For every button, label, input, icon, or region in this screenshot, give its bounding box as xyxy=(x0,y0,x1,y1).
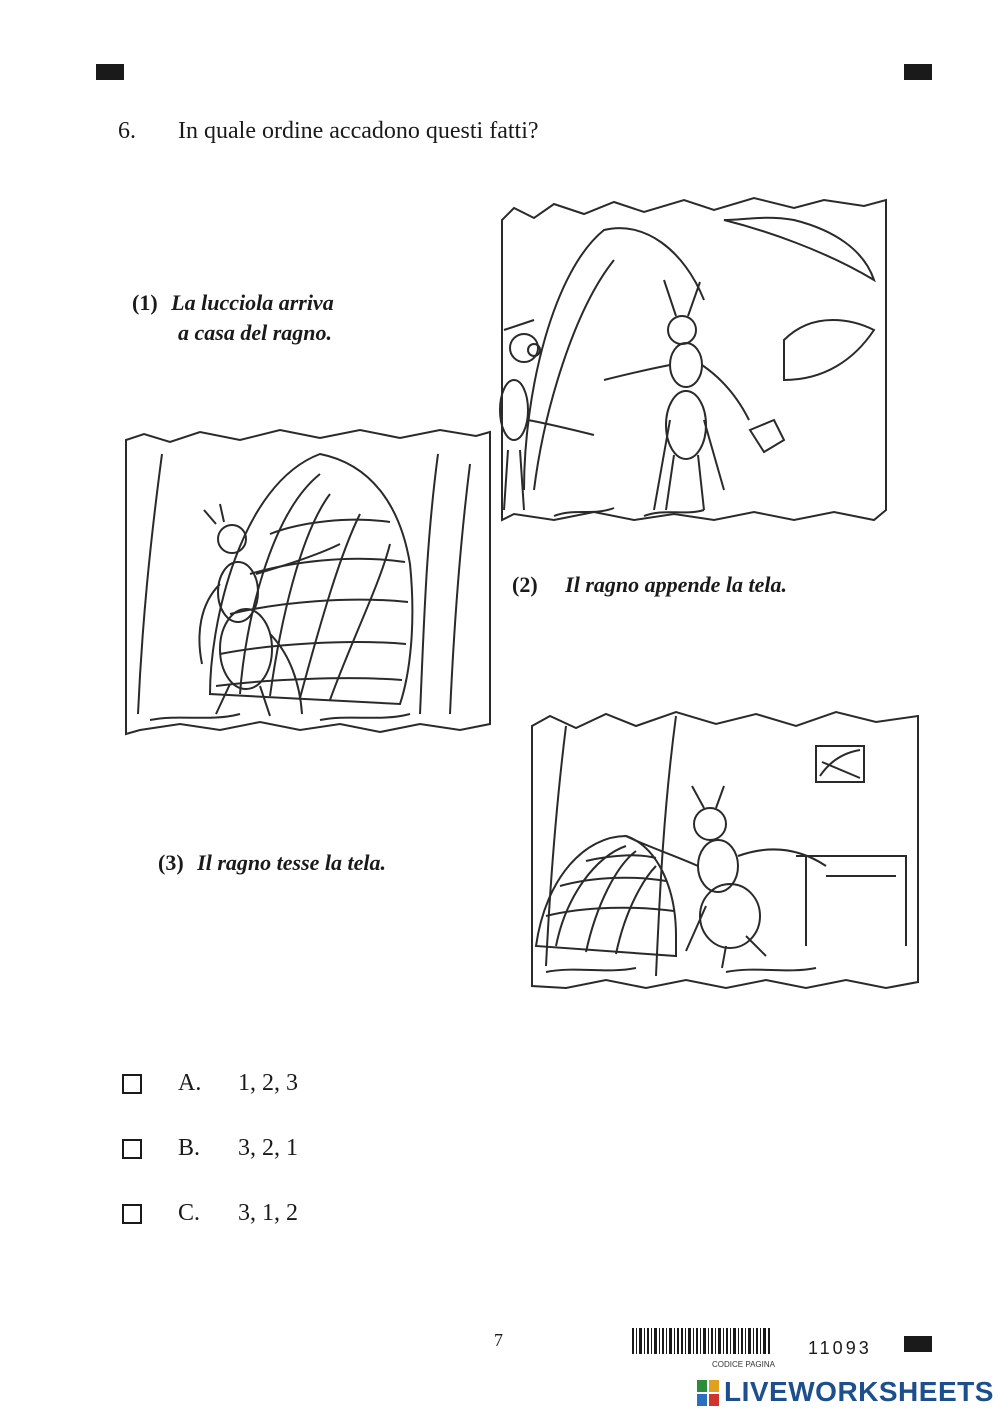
caption-3-number: (3) xyxy=(158,850,184,875)
caption-1-continued xyxy=(178,320,332,346)
page-code-number: 11093 xyxy=(808,1338,872,1358)
illustration-spider-weaves-web xyxy=(526,706,922,996)
barcode xyxy=(632,1328,772,1359)
option-a-checkbox[interactable] xyxy=(122,1074,142,1094)
option-c-letter: C. xyxy=(178,1200,201,1226)
caption-1-number: (1) xyxy=(132,290,158,315)
option-a-letter: A. xyxy=(178,1070,202,1096)
option-b[interactable] xyxy=(122,1135,298,1162)
caption-3-text: Il ragno tesse la tela. xyxy=(197,850,386,875)
caption-2 xyxy=(512,572,787,598)
corner-marker-top-right xyxy=(904,64,932,80)
option-a-value: 1, 2, 3 xyxy=(238,1070,298,1096)
corner-marker-bottom-right xyxy=(904,1336,932,1352)
caption-1-line-1: La lucciola arriva xyxy=(171,290,334,315)
caption-2-number: (2) xyxy=(512,572,538,597)
caption-1 xyxy=(132,290,334,316)
option-c-checkbox[interactable] xyxy=(122,1204,142,1224)
option-b-value: 3, 2, 1 xyxy=(238,1135,298,1161)
question-number: 6. xyxy=(118,118,136,144)
barcode-label: CODICE PAGINA xyxy=(712,1360,775,1369)
option-a[interactable] xyxy=(122,1070,298,1097)
question-text: In quale ordine accadono questi fatti? xyxy=(178,118,539,144)
caption-3 xyxy=(158,850,386,876)
caption-1-line-2: a casa del ragno. xyxy=(178,320,332,345)
liveworksheets-logo-icon xyxy=(697,1380,719,1411)
option-b-letter: B. xyxy=(178,1135,201,1161)
illustration-spider-hangs-web xyxy=(120,424,494,744)
option-c-value: 3, 1, 2 xyxy=(238,1200,298,1226)
option-b-checkbox[interactable] xyxy=(122,1139,142,1159)
liveworksheets-brand[interactable]: LIVEWORKSHEETS xyxy=(724,1376,994,1407)
illustration-firefly-arrives xyxy=(494,190,894,530)
option-c[interactable] xyxy=(122,1200,298,1227)
page-number: 7 xyxy=(494,1330,503,1350)
corner-marker-top-left xyxy=(96,64,124,80)
caption-2-text: Il ragno appende la tela. xyxy=(565,572,787,597)
